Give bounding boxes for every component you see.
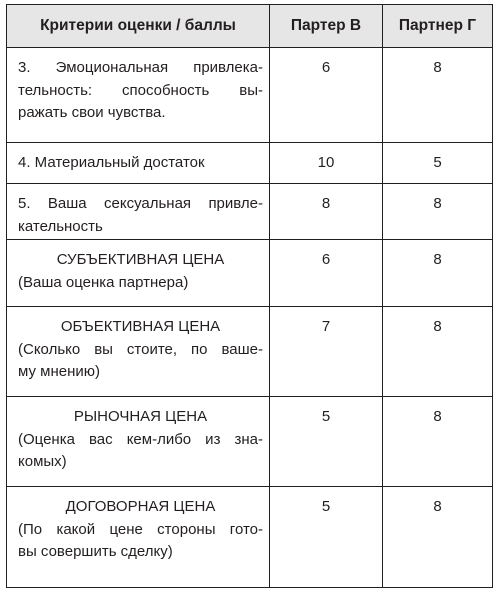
criterion-text-line: вы совершить сделку) bbox=[18, 543, 173, 560]
table-row bbox=[7, 184, 493, 240]
partner-g-score: 8 bbox=[383, 307, 493, 397]
criterion-cell bbox=[7, 397, 270, 487]
criterion-text-line: 4. Материальный достаток bbox=[18, 154, 205, 171]
table-row bbox=[7, 307, 493, 397]
criterion-cell bbox=[7, 487, 270, 588]
partner-g-score: 8 bbox=[383, 240, 493, 307]
criterion-text-line: тельность: способность вы- bbox=[18, 81, 263, 99]
criterion-text-line: (Оценка вас кем-либо из зна- bbox=[18, 430, 263, 448]
partner-g-score: 8 bbox=[383, 487, 493, 588]
criterion-text-line: комых) bbox=[18, 453, 67, 470]
criterion-text-line: ражать свои чувства. bbox=[18, 104, 166, 121]
partner-g-score: 5 bbox=[383, 143, 493, 184]
criterion-text-line: 5. Ваша сексуальная привле- bbox=[18, 195, 263, 212]
partner-g-score: 8 bbox=[383, 397, 493, 487]
table-row bbox=[7, 143, 493, 184]
table-row bbox=[7, 397, 493, 487]
partner-b-score: 10 bbox=[270, 143, 383, 184]
partner-g-score: 8 bbox=[383, 48, 493, 143]
criterion-cell bbox=[7, 143, 270, 184]
partner-b-score: 6 bbox=[270, 240, 383, 307]
table-body bbox=[7, 48, 493, 588]
criterion-text-line: (По какой цене стороны гото- bbox=[18, 520, 263, 538]
partner-b-score: 5 bbox=[270, 397, 383, 487]
criterion-cell bbox=[7, 184, 270, 240]
criteria-table bbox=[6, 4, 493, 588]
header-partner-b: Партер В bbox=[270, 5, 383, 48]
criterion-title: ОБЪЕКТИВНАЯ ЦЕНА bbox=[60, 318, 221, 335]
table-header-row bbox=[7, 5, 493, 48]
criterion-title: ДОГОВОРНАЯ ЦЕНА bbox=[65, 498, 216, 515]
partner-b-score: 8 bbox=[270, 184, 383, 240]
criterion-text-line: му мнению) bbox=[18, 363, 100, 380]
partner-g-score: 8 bbox=[383, 184, 493, 240]
criterion-title: РЫНОЧНАЯ ЦЕНА bbox=[73, 408, 208, 425]
table-row bbox=[7, 240, 493, 307]
header-criteria: Критерии оценки / баллы bbox=[7, 5, 270, 48]
criterion-text-line: (Сколько вы стоите, по ваше- bbox=[18, 340, 263, 358]
criterion-text-line: 3. Эмоциональная привлека- bbox=[18, 59, 263, 76]
criterion-text-line: кательность bbox=[18, 217, 103, 235]
partner-b-score: 6 bbox=[270, 48, 383, 143]
partner-b-score: 5 bbox=[270, 487, 383, 588]
criterion-title: СУБЪЕКТИВНАЯ ЦЕНА bbox=[56, 251, 225, 268]
criterion-text-line: (Ваша оценка партнера) bbox=[18, 273, 189, 291]
table-row bbox=[7, 48, 493, 143]
table-row bbox=[7, 487, 493, 588]
criterion-cell bbox=[7, 307, 270, 397]
partner-b-score: 7 bbox=[270, 307, 383, 397]
header-partner-g: Партнер Г bbox=[383, 5, 493, 48]
criterion-cell bbox=[7, 48, 270, 143]
criterion-cell bbox=[7, 240, 270, 307]
